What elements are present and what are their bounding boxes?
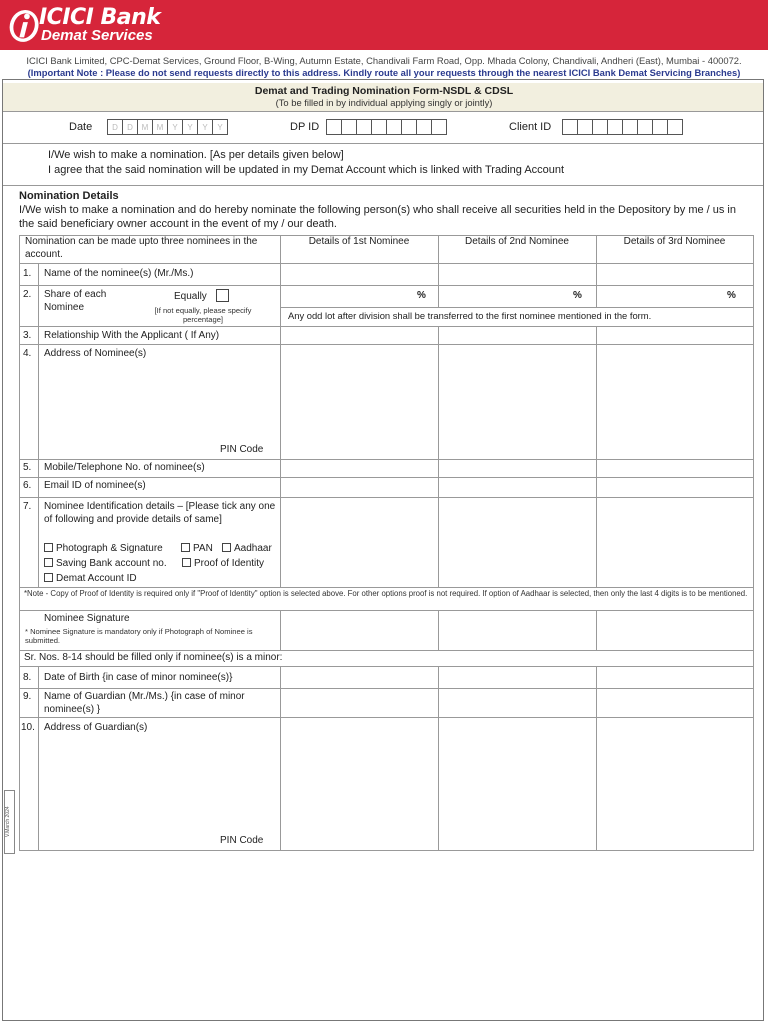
option-label: Proof of Identity xyxy=(194,558,265,569)
id-option-proof-identity[interactable] xyxy=(182,558,264,571)
option-label: Aadhaar xyxy=(234,543,272,554)
percent-sign: % xyxy=(573,290,582,301)
row-number: 3. xyxy=(23,330,32,341)
date-digit-box[interactable]: Y xyxy=(197,119,213,135)
important-note: (Important Note : Please do not send requests directly to this address. Kindly route all your requests through the nearest ICICI Bank Demat Servicing Branches) xyxy=(27,67,741,78)
option-label: PAN xyxy=(193,543,213,554)
col-1st-nominee: Details of 1st Nominee xyxy=(308,236,410,247)
id-option-aadhaar[interactable] xyxy=(222,543,272,556)
bank-address: ICICI Bank Limited, CPC-Demat Services, Ground Floor, B-Wing, Autumn Estate, Chandivali Farm Road, Opp. Mhada Colony, Chandivali, Andheri (East), Mumbai - 400072. xyxy=(26,55,742,66)
id-option-pan[interactable] xyxy=(181,543,213,556)
form-title: Demat and Trading Nomination Form-NSDL & CDSL xyxy=(254,85,514,97)
id-option-demat[interactable] xyxy=(44,573,137,586)
pin-code-label: PIN Code xyxy=(220,444,264,455)
checkbox[interactable] xyxy=(44,543,53,552)
row-number: 10. xyxy=(21,722,35,733)
row-number: 6. xyxy=(23,480,32,491)
client-id-label: Client ID xyxy=(509,121,552,133)
equally-label: Equally xyxy=(174,291,207,302)
percent-sign: % xyxy=(417,290,426,301)
minor-note: Sr. Nos. 8-14 should be filled only if nominee(s) is a minor: xyxy=(24,652,283,663)
row-label-relationship: Relationship With the Applicant ( If Any) xyxy=(44,330,220,341)
row-number: 5. xyxy=(23,462,32,473)
date-digit-box[interactable]: D xyxy=(122,119,138,135)
divider xyxy=(3,143,763,144)
row-label-dob: Date of Birth {in case of minor nominee(s)} xyxy=(44,672,233,683)
date-digit-box[interactable]: D xyxy=(107,119,123,135)
odd-lot-note: Any odd lot after division shall be transferred to the first nominee mentioned in the form. xyxy=(288,310,652,321)
bank-name: ICICI Bank xyxy=(39,5,161,30)
date-digit-box[interactable]: Y xyxy=(167,119,183,135)
nominee-signature-label: Nominee Signature xyxy=(44,613,130,624)
row-label-email: Email ID of nominee(s) xyxy=(44,480,146,491)
row-number: 2. xyxy=(23,289,32,300)
section-text: I/We wish to make a nomination and do hereby nominate the following person(s) who shall receive all securities held in the Depository by me / us in the said beneficiary owner account in the event of my / our death. xyxy=(19,204,736,230)
bank-header xyxy=(0,0,768,50)
declaration-agreement: I agree that the said nomination will be updated in my Demat Account which is linked with Trading Account xyxy=(48,164,565,176)
row-label-identification: Nominee Identification details – [Please tick any one of following and provide details of same] xyxy=(44,501,276,525)
percent-sign: % xyxy=(727,290,736,301)
checkbox[interactable] xyxy=(182,558,191,567)
dp-id-label: DP ID xyxy=(290,121,320,133)
checkbox[interactable] xyxy=(44,558,53,567)
form-subtitle: (To be filled in by individual applying singly or jointly) xyxy=(275,97,493,108)
option-label: Demat Account ID xyxy=(56,573,137,584)
section-heading: Nomination Details xyxy=(19,190,119,202)
row-number: 9. xyxy=(23,691,32,702)
checkbox[interactable] xyxy=(181,543,190,552)
id-option-photo[interactable] xyxy=(44,543,163,556)
option-label: Saving Bank account no. xyxy=(56,558,167,569)
date-digit-box[interactable]: M xyxy=(137,119,153,135)
row-number: 8. xyxy=(23,672,32,683)
date-digit-box[interactable]: Y xyxy=(182,119,198,135)
col-2nd-nominee: Details of 2nd Nominee xyxy=(465,236,569,247)
row-label-address: Address of Nominee(s) xyxy=(44,348,147,359)
divider xyxy=(3,185,763,186)
equally-checkbox[interactable] xyxy=(216,289,229,302)
row-number: 1. xyxy=(23,268,32,279)
date-digit-box[interactable]: Y xyxy=(212,119,228,135)
row-label-name: Name of the nominee(s) (Mr./Ms.) xyxy=(44,268,194,279)
version-tag: V.March 2024 xyxy=(4,790,15,854)
proof-note: *Note - Copy of Proof of Identity is required only if "Proof of Identity" option is selected above. For other options proof is not required. If option of Aadhaar is selected, then only the last 4 digits is to be mentioned. xyxy=(24,589,748,598)
row-label-mobile: Mobile/Telephone No. of nominee(s) xyxy=(44,462,205,473)
bank-subtitle: Demat Services xyxy=(41,27,153,44)
date-digit-box[interactable]: M xyxy=(152,119,168,135)
row-label-guardian-address: Address of Guardian(s) xyxy=(44,722,148,733)
row-label-guardian-name: Name of Guardian (Mr./Ms.) {in case of minor nominee(s) } xyxy=(44,691,245,715)
row-number: 7. xyxy=(23,501,32,512)
dp-id-field[interactable] xyxy=(326,119,446,135)
id-option-bank-account[interactable] xyxy=(44,558,167,571)
share-note: [If not equally, please specify percentage] xyxy=(154,306,252,324)
client-id-field[interactable] xyxy=(562,119,682,135)
option-label: Photograph & Signature xyxy=(56,543,163,554)
pin-code-label: PIN Code xyxy=(220,835,264,846)
checkbox[interactable] xyxy=(222,543,231,552)
row-label-share: Share of each Nominee xyxy=(44,289,107,313)
table-head-note: Nomination can be made upto three nominees in the account. xyxy=(25,236,258,260)
date-label: Date xyxy=(69,121,93,133)
date-field[interactable] xyxy=(107,119,227,135)
checkbox[interactable] xyxy=(44,573,53,582)
declaration-nomination: I/We wish to make a nomination. [As per details given below] xyxy=(48,149,344,161)
row-number: 4. xyxy=(23,348,32,359)
signature-note: * Nominee Signature is mandatory only if Photograph of Nominee is submitted. xyxy=(25,627,253,645)
divider xyxy=(3,111,763,112)
col-3rd-nominee: Details of 3rd Nominee xyxy=(623,236,726,247)
